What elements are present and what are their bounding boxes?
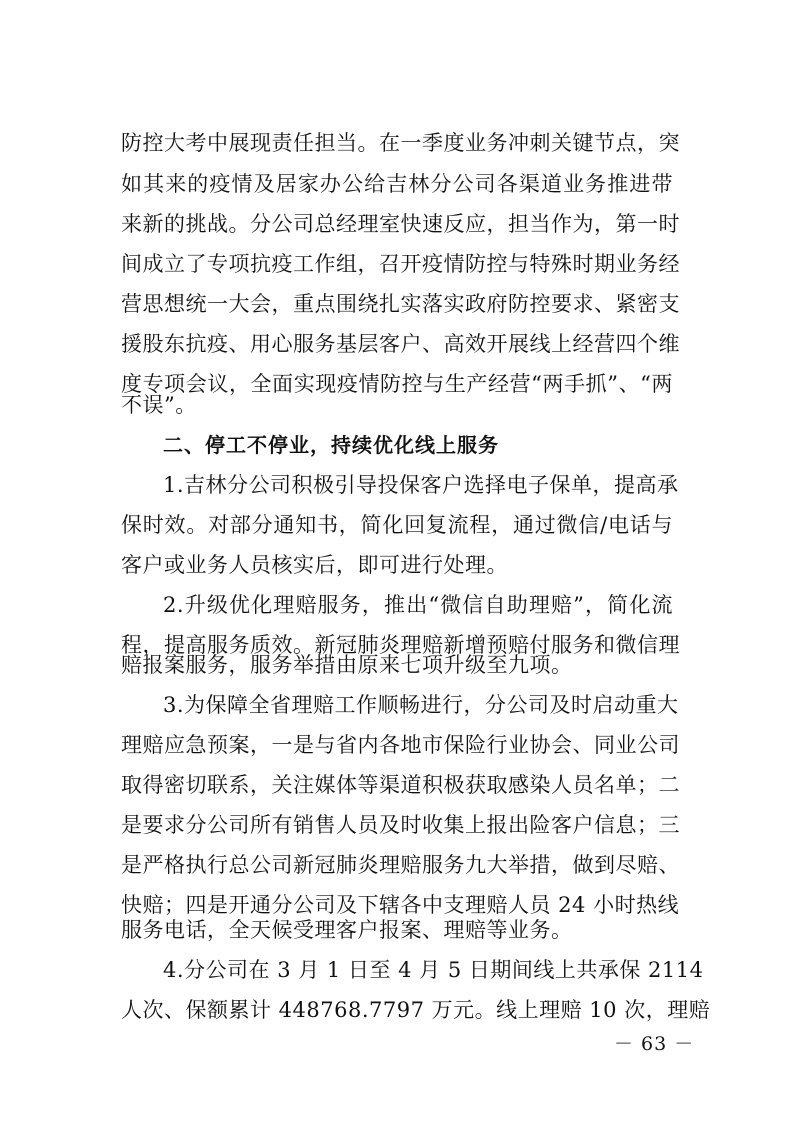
item-3-line-3: 取得密切联系，关注媒体等渠道积极获取感染人员名单；二	[121, 773, 680, 797]
item-2-line-3: 赔报案服务，服务举措由原来七项升级至九项。	[121, 653, 573, 677]
paragraph-1-line-7: 度专项会议，全面实现疫情防控与生产经营“两手抓”、“两	[121, 372, 673, 396]
item-3-line-2: 理赔应急预案，一是与省内各地市保险行业协会、同业公司	[121, 733, 680, 757]
item-3-line-6: 快赔；四是开通分公司及下辖各中支理赔人员 24 小时热线	[121, 893, 680, 917]
item-3-line-1: 3.为保障全省理赔工作顺畅进行，分公司及时启动重大	[163, 693, 679, 717]
item-3-line-4: 是要求分公司所有销售人员及时收集上报出险客户信息；三	[121, 813, 680, 837]
item-2-line-1: 2.升级优化理赔服务，推出“微信自助理赔”，简化流	[163, 593, 673, 617]
paragraph-1-line-8: 不误”。	[121, 393, 197, 417]
paragraph-1-line-5: 营思想统一大会，重点围绕扎实落实政府防控要求、紧密支	[121, 292, 680, 316]
item-4-line-2: 人次、保额累计 448768.7797 万元。线上理赔 10 次，理赔	[121, 998, 711, 1022]
item-3-line-5: 是严格执行总公司新冠肺炎理赔服务九大举措，做到尽赔、	[121, 853, 680, 877]
page-number: － 63 －	[614, 1033, 695, 1055]
paragraph-1-line-1: 防控大考中展现责任担当。在一季度业务冲刺关键节点，突	[121, 131, 680, 155]
item-1-line-1: 1.吉林分公司积极引导投保客户选择电子保单，提高承	[163, 473, 679, 497]
paragraph-1-line-6: 援股东抗疫、用心服务基层客户、高效开展线上经营四个维	[121, 332, 680, 356]
item-1-line-3: 客户或业务人员核实后，即可进行处理。	[121, 553, 508, 577]
paragraph-1-line-3: 来新的挑战。分公司总经理室快速反应，担当作为，第一时	[121, 212, 680, 236]
paragraph-1-line-2: 如其来的疫情及居家办公给吉林分公司各渠道业务推进带	[121, 172, 673, 196]
section-heading: 二、停工不停业，持续优化线上服务	[163, 433, 499, 457]
paragraph-1-line-4: 间成立了专项抗疫工作组，召开疫情防控与特殊时期业务经	[121, 252, 680, 276]
item-3-line-7: 服务电话，全天候受理客户报案、理赔等业务。	[121, 918, 573, 942]
item-2-line-2: 程，提高服务质效。新冠肺炎理赔新增预赔付服务和微信理	[121, 633, 680, 657]
item-4-line-1: 4.分公司在 3 月 1 日至 4 月 5 日期间线上共承保 2114	[163, 958, 704, 982]
item-1-line-2: 保时效。对部分通知书，简化回复流程，通过微信/电话与	[121, 513, 673, 537]
